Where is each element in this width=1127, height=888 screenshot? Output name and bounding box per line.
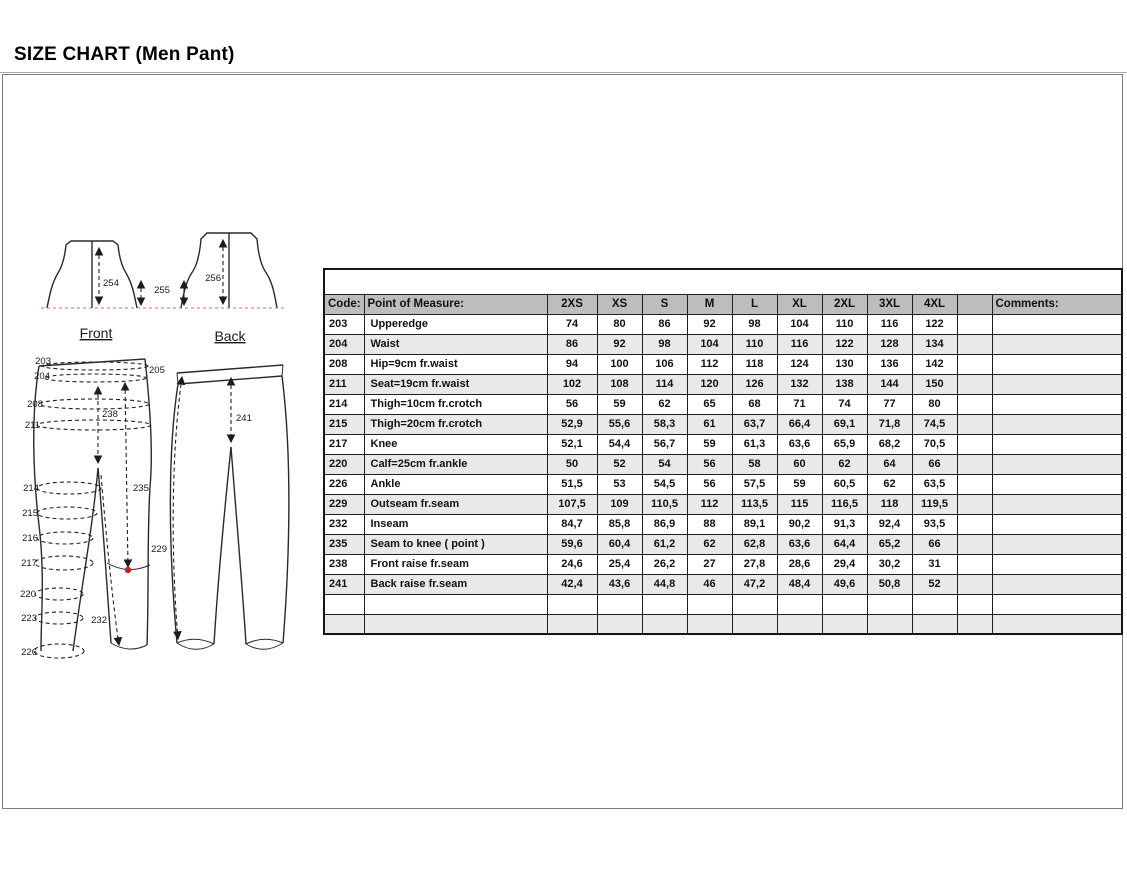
cell-value: 50 — [547, 454, 597, 474]
cell-value: 46 — [687, 574, 732, 594]
girth-label-216: 216 — [22, 533, 38, 544]
cell-value: 116 — [867, 314, 912, 334]
girth-label-203: 203 — [35, 356, 51, 367]
cell-code: 229 — [324, 494, 364, 514]
cell-value: 53 — [597, 474, 642, 494]
back-view-label: Back — [214, 328, 246, 344]
cell-value: 122 — [912, 314, 957, 334]
cell-comment — [992, 474, 1122, 494]
girth-label-215: 215 — [22, 508, 38, 519]
cell-value: 86,9 — [642, 514, 687, 534]
cell-empty — [992, 594, 1122, 614]
table-row — [324, 314, 1122, 334]
cell-code: 208 — [324, 354, 364, 374]
cell-value: 114 — [642, 374, 687, 394]
cell-empty — [957, 594, 992, 614]
cell-value: 62 — [822, 454, 867, 474]
cell-value: 98 — [732, 314, 777, 334]
cell-value: 60,5 — [822, 474, 867, 494]
cell-value: 118 — [867, 494, 912, 514]
cell-value: 61 — [687, 414, 732, 434]
cell-measure-name: Calf=25cm fr.ankle — [364, 454, 547, 474]
measure-256-label: 256 — [205, 273, 221, 284]
cell-empty — [324, 594, 364, 614]
cell-measure-name: Ankle — [364, 474, 547, 494]
cell-value: 65 — [687, 394, 732, 414]
cell-measure-name: Front raise fr.seam — [364, 554, 547, 574]
cell-measure-name: Back raise fr.seam — [364, 574, 547, 594]
size-table — [323, 268, 1123, 635]
cell-value: 24,6 — [547, 554, 597, 574]
cell-value: 49,6 — [822, 574, 867, 594]
title-divider — [0, 72, 1127, 73]
cell-value: 52,1 — [547, 434, 597, 454]
cell-comment — [992, 334, 1122, 354]
col-header-size-2xl: 2XL — [822, 294, 867, 314]
cell-empty — [822, 614, 867, 634]
cell-value: 128 — [867, 334, 912, 354]
chart-frame — [2, 74, 1123, 809]
cell-value: 63,5 — [912, 474, 957, 494]
col-header-size-l: L — [732, 294, 777, 314]
cell-value: 93,5 — [912, 514, 957, 534]
cell-value: 65,2 — [867, 534, 912, 554]
cell-value: 62 — [687, 534, 732, 554]
cell-empty — [957, 614, 992, 634]
cell-comment — [992, 394, 1122, 414]
girth-label-205: 205 — [149, 365, 165, 376]
size-table-body — [324, 314, 1122, 634]
cell-measure-name: Thigh=20cm fr.crotch — [364, 414, 547, 434]
cell-empty — [777, 594, 822, 614]
col-header-code: Code: — [324, 294, 364, 314]
cell-value: 71 — [777, 394, 822, 414]
cell-value: 80 — [597, 314, 642, 334]
cell-code: 232 — [324, 514, 364, 534]
cell-value: 77 — [867, 394, 912, 414]
table-row — [324, 394, 1122, 414]
cell-value: 56 — [687, 474, 732, 494]
girth-label-208: 208 — [27, 399, 43, 410]
cell-value: 98 — [642, 334, 687, 354]
cell-value: 124 — [777, 354, 822, 374]
front-view-label: Front — [79, 325, 113, 341]
cell-value: 27 — [687, 554, 732, 574]
cell-value: 89,1 — [732, 514, 777, 534]
cell-value: 65,9 — [822, 434, 867, 454]
size-table-container — [323, 268, 1123, 635]
cell-value: 100 — [597, 354, 642, 374]
cell-extra — [957, 334, 992, 354]
cell-value: 130 — [822, 354, 867, 374]
cell-value: 74 — [547, 314, 597, 334]
table-row — [324, 574, 1122, 594]
cell-value: 51,5 — [547, 474, 597, 494]
cell-value: 85,8 — [597, 514, 642, 534]
cell-code: 241 — [324, 574, 364, 594]
cell-empty — [324, 614, 364, 634]
cell-code: 220 — [324, 454, 364, 474]
cell-value: 64,4 — [822, 534, 867, 554]
cell-value: 58 — [732, 454, 777, 474]
col-header-size-2xs: 2XS — [547, 294, 597, 314]
cell-value: 59 — [597, 394, 642, 414]
cell-empty — [642, 614, 687, 634]
cell-extra — [957, 314, 992, 334]
cell-extra — [957, 354, 992, 374]
cell-value: 70,5 — [912, 434, 957, 454]
cell-extra — [957, 494, 992, 514]
girth-label-226: 226 — [21, 647, 37, 658]
cell-measure-name: Upperedge — [364, 314, 547, 334]
cell-comment — [992, 314, 1122, 334]
cell-empty — [992, 614, 1122, 634]
cell-empty — [912, 594, 957, 614]
cell-value: 28,6 — [777, 554, 822, 574]
cell-value: 54,5 — [642, 474, 687, 494]
col-header-size-4xl: 4XL — [912, 294, 957, 314]
cell-measure-name: Hip=9cm fr.waist — [364, 354, 547, 374]
cell-value: 90,2 — [777, 514, 822, 534]
cell-value: 136 — [867, 354, 912, 374]
pants-front-drawing — [20, 356, 165, 658]
cell-comment — [992, 454, 1122, 474]
cell-extra — [957, 394, 992, 414]
cell-value: 110,5 — [642, 494, 687, 514]
measure-254-label: 254 — [103, 278, 119, 289]
cell-value: 69,1 — [822, 414, 867, 434]
cell-value: 56 — [547, 394, 597, 414]
measure-232-label: 232 — [91, 615, 107, 626]
cell-value: 61,2 — [642, 534, 687, 554]
cell-empty — [687, 594, 732, 614]
table-row — [324, 414, 1122, 434]
cell-value: 116,5 — [822, 494, 867, 514]
table-row — [324, 534, 1122, 554]
cell-value: 104 — [687, 334, 732, 354]
knee-point-marker — [125, 567, 131, 573]
cell-empty — [597, 594, 642, 614]
cell-value: 50,8 — [867, 574, 912, 594]
cell-value: 109 — [597, 494, 642, 514]
table-row — [324, 454, 1122, 474]
cell-code: 211 — [324, 374, 364, 394]
cell-value: 106 — [642, 354, 687, 374]
cell-comment — [992, 574, 1122, 594]
table-row — [324, 334, 1122, 354]
cell-value: 25,4 — [597, 554, 642, 574]
cell-code: 235 — [324, 534, 364, 554]
cell-comment — [992, 514, 1122, 534]
cell-value: 134 — [912, 334, 957, 354]
cell-code: 217 — [324, 434, 364, 454]
cell-value: 86 — [642, 314, 687, 334]
cell-value: 68 — [732, 394, 777, 414]
cell-comment — [992, 354, 1122, 374]
cell-code: 203 — [324, 314, 364, 334]
cell-measure-name: Waist — [364, 334, 547, 354]
col-header-size-m: M — [687, 294, 732, 314]
cell-comment — [992, 534, 1122, 554]
cell-comment — [992, 554, 1122, 574]
cell-empty — [867, 594, 912, 614]
cell-value: 107,5 — [547, 494, 597, 514]
cell-value: 108 — [597, 374, 642, 394]
table-row — [324, 474, 1122, 494]
cell-value: 115 — [777, 494, 822, 514]
cell-extra — [957, 514, 992, 534]
cell-value: 62 — [867, 474, 912, 494]
cell-value: 58,3 — [642, 414, 687, 434]
cell-value: 57,5 — [732, 474, 777, 494]
cell-value: 112 — [687, 494, 732, 514]
cell-value: 42,4 — [547, 574, 597, 594]
cell-value: 71,8 — [867, 414, 912, 434]
cell-measure-name: Knee — [364, 434, 547, 454]
cell-value: 43,6 — [597, 574, 642, 594]
cell-value: 47,2 — [732, 574, 777, 594]
cell-empty — [912, 614, 957, 634]
cell-value: 142 — [912, 354, 957, 374]
table-row — [324, 354, 1122, 374]
cell-value: 150 — [912, 374, 957, 394]
col-header-size-3xl: 3XL — [867, 294, 912, 314]
table-empty-row — [324, 594, 1122, 614]
cell-comment — [992, 494, 1122, 514]
cell-comment — [992, 374, 1122, 394]
measure-235-label: 235 — [133, 483, 149, 494]
cell-empty — [597, 614, 642, 634]
cell-measure-name: Inseam — [364, 514, 547, 534]
cell-value: 52,9 — [547, 414, 597, 434]
table-top-spacer — [324, 269, 1122, 294]
cell-value: 59,6 — [547, 534, 597, 554]
cell-value: 118 — [732, 354, 777, 374]
measure-241-label: 241 — [236, 413, 252, 424]
cell-value: 63,6 — [777, 434, 822, 454]
cell-extra — [957, 474, 992, 494]
cell-value: 31 — [912, 554, 957, 574]
col-header-size-xl: XL — [777, 294, 822, 314]
cell-value: 30,2 — [867, 554, 912, 574]
cell-value: 84,7 — [547, 514, 597, 534]
cell-code: 238 — [324, 554, 364, 574]
cell-value: 56,7 — [642, 434, 687, 454]
cell-empty — [364, 594, 547, 614]
cell-value: 26,2 — [642, 554, 687, 574]
cell-measure-name: Outseam fr.seam — [364, 494, 547, 514]
cell-value: 113,5 — [732, 494, 777, 514]
cell-value: 63,7 — [732, 414, 777, 434]
cell-value: 63,6 — [777, 534, 822, 554]
cell-value: 104 — [777, 314, 822, 334]
cell-value: 52 — [597, 454, 642, 474]
girth-label-223: 223 — [21, 613, 37, 624]
cell-value: 92,4 — [867, 514, 912, 534]
cell-value: 144 — [867, 374, 912, 394]
girth-label-217: 217 — [21, 558, 37, 569]
cell-empty — [547, 594, 597, 614]
table-row — [324, 434, 1122, 454]
cell-value: 92 — [687, 314, 732, 334]
girth-label-211: 211 — [24, 420, 40, 431]
waistband-back-drawing — [181, 233, 277, 308]
cell-empty — [364, 614, 547, 634]
col-header-size-s: S — [642, 294, 687, 314]
cell-value: 56 — [687, 454, 732, 474]
page-title: SIZE CHART (Men Pant) — [14, 44, 235, 65]
cell-value: 110 — [822, 314, 867, 334]
cell-code: 226 — [324, 474, 364, 494]
spacer-cell — [324, 269, 1122, 294]
table-empty-row — [324, 614, 1122, 634]
girth-label-214: 214 — [23, 483, 39, 494]
cell-comment — [992, 414, 1122, 434]
cell-value: 86 — [547, 334, 597, 354]
cell-extra — [957, 414, 992, 434]
table-row — [324, 514, 1122, 534]
col-header-point-of-measure: Point of Measure: — [364, 294, 547, 314]
pants-back-drawing — [151, 365, 289, 649]
measurement-diagram — [7, 225, 319, 677]
cell-value: 138 — [822, 374, 867, 394]
cell-value: 64 — [867, 454, 912, 474]
cell-value: 66 — [912, 454, 957, 474]
cell-value: 27,8 — [732, 554, 777, 574]
cell-value: 60,4 — [597, 534, 642, 554]
cell-extra — [957, 534, 992, 554]
cell-value: 110 — [732, 334, 777, 354]
cell-value: 55,6 — [597, 414, 642, 434]
cell-measure-name: Seat=19cm fr.waist — [364, 374, 547, 394]
cell-value: 61,3 — [732, 434, 777, 454]
cell-measure-name: Thigh=10cm fr.crotch — [364, 394, 547, 414]
cell-measure-name: Seam to knee ( point ) — [364, 534, 547, 554]
cell-empty — [732, 614, 777, 634]
table-header-row — [324, 294, 1122, 314]
cell-value: 126 — [732, 374, 777, 394]
cell-empty — [777, 614, 822, 634]
cell-value: 94 — [547, 354, 597, 374]
table-row — [324, 374, 1122, 394]
cell-value: 66,4 — [777, 414, 822, 434]
cell-value: 92 — [597, 334, 642, 354]
cell-value: 52 — [912, 574, 957, 594]
cell-value: 59 — [777, 474, 822, 494]
cell-value: 29,4 — [822, 554, 867, 574]
cell-comment — [992, 434, 1122, 454]
cell-value: 119,5 — [912, 494, 957, 514]
cell-value: 112 — [687, 354, 732, 374]
cell-value: 54,4 — [597, 434, 642, 454]
cell-code: 215 — [324, 414, 364, 434]
col-header-extra — [957, 294, 992, 314]
measure-255-label: 255 — [154, 285, 170, 296]
cell-value: 48,4 — [777, 574, 822, 594]
measure-229-label: 229 — [151, 544, 167, 555]
cell-value: 91,3 — [822, 514, 867, 534]
cell-value: 59 — [687, 434, 732, 454]
cell-extra — [957, 374, 992, 394]
cell-extra — [957, 554, 992, 574]
cell-extra — [957, 574, 992, 594]
cell-value: 66 — [912, 534, 957, 554]
cell-value: 60 — [777, 454, 822, 474]
cell-value: 88 — [687, 514, 732, 534]
cell-value: 74,5 — [912, 414, 957, 434]
cell-code: 214 — [324, 394, 364, 414]
girth-label-204: 204 — [34, 371, 50, 382]
cell-value: 54 — [642, 454, 687, 474]
col-header-size-xs: XS — [597, 294, 642, 314]
cell-value: 122 — [822, 334, 867, 354]
cell-value: 120 — [687, 374, 732, 394]
cell-value: 74 — [822, 394, 867, 414]
cell-extra — [957, 434, 992, 454]
waistband-front-drawing — [47, 241, 141, 308]
cell-empty — [547, 614, 597, 634]
cell-empty — [867, 614, 912, 634]
cell-empty — [687, 614, 732, 634]
table-row — [324, 554, 1122, 574]
cell-value: 44,8 — [642, 574, 687, 594]
table-row — [324, 494, 1122, 514]
col-header-comments: Comments: — [992, 294, 1122, 314]
cell-extra — [957, 454, 992, 474]
cell-value: 62,8 — [732, 534, 777, 554]
cell-value: 116 — [777, 334, 822, 354]
cell-code: 204 — [324, 334, 364, 354]
cell-empty — [822, 594, 867, 614]
girth-label-220: 220 — [20, 589, 36, 600]
measure-238-label: 238 — [102, 409, 118, 420]
cell-value: 80 — [912, 394, 957, 414]
cell-value: 68,2 — [867, 434, 912, 454]
cell-value: 132 — [777, 374, 822, 394]
cell-empty — [642, 594, 687, 614]
cell-value: 102 — [547, 374, 597, 394]
cell-empty — [732, 594, 777, 614]
cell-value: 62 — [642, 394, 687, 414]
